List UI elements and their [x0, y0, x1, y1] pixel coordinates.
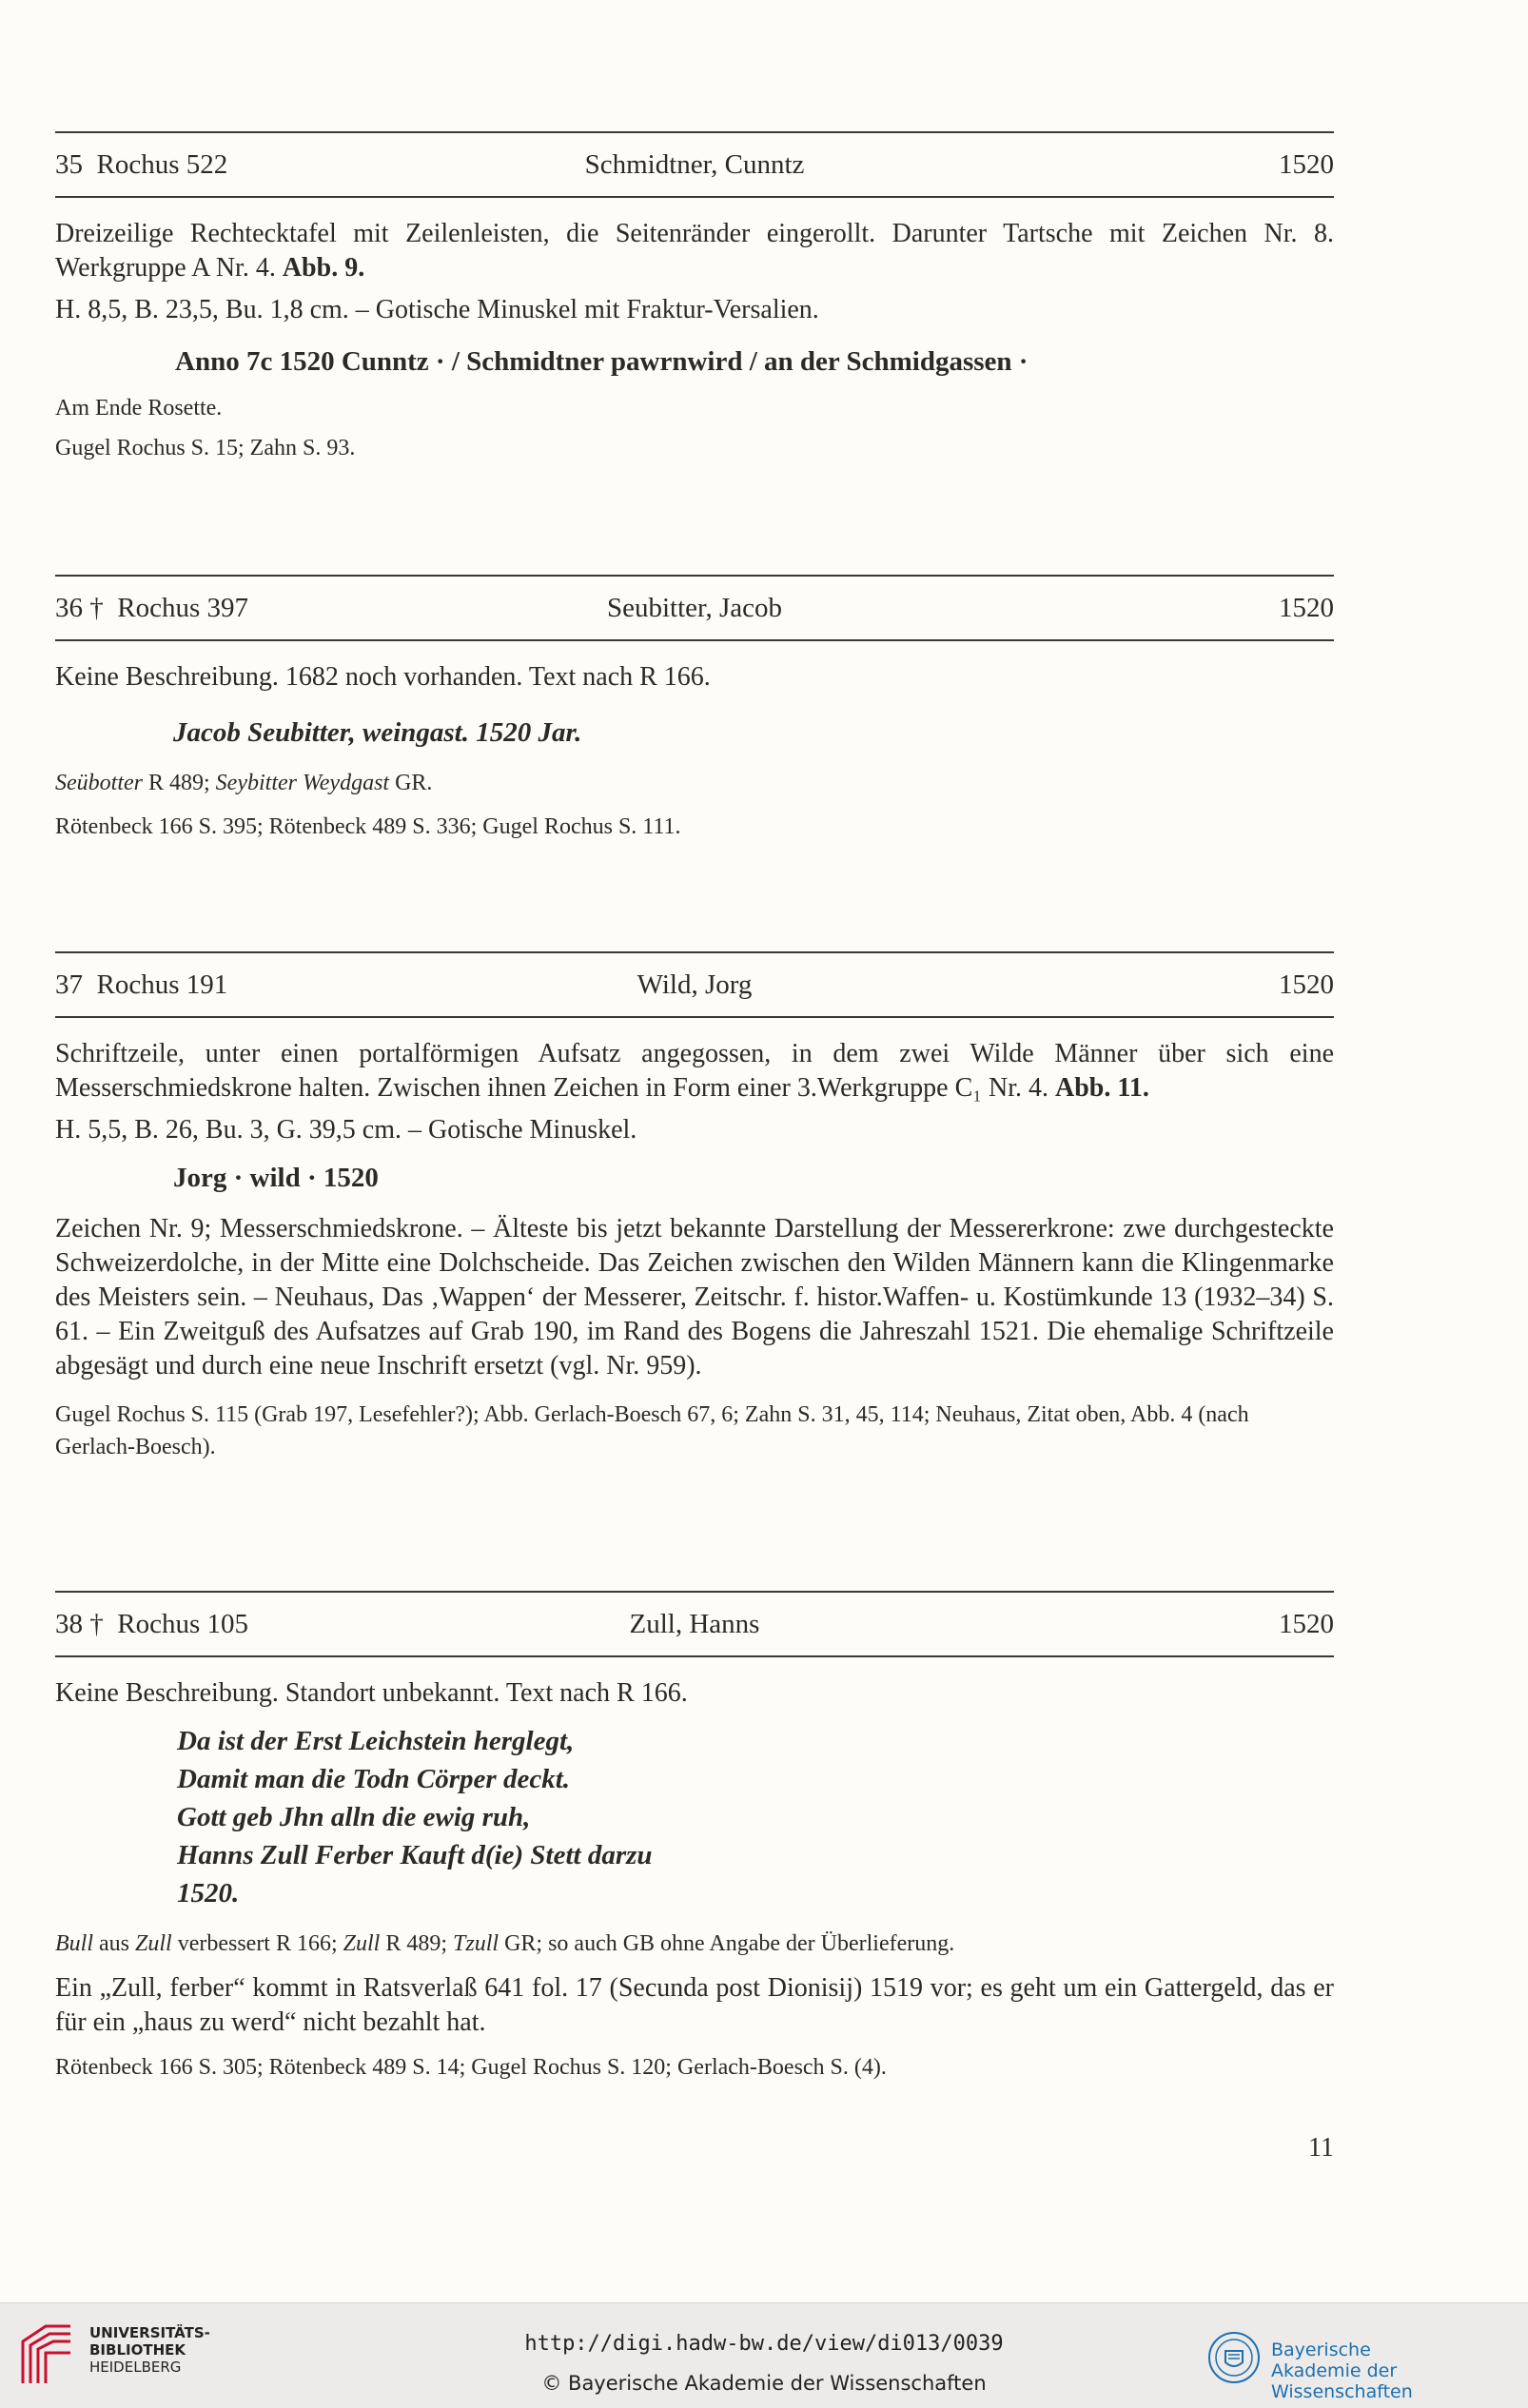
entry-note: Am Ende Rosette. [55, 396, 223, 421]
entry-35 [55, 131, 1334, 464]
entry-inscription: Jacob Seubitter, weingast. 1520 Jar. [173, 717, 582, 748]
verse-line: Da ist der Erst Leichstein herglegt, [177, 1726, 575, 1756]
entry-38 [55, 1591, 1334, 2084]
entry-description: Keine Beschreibung. Standort unbekannt. Text nach R 166. [55, 1678, 688, 1708]
document-page [55, 0, 1334, 2302]
academy-name[interactable]: Bayerische Akademie der Wissenschaften [1271, 2339, 1413, 2402]
entry-name: Wild, Jorg [637, 969, 753, 1000]
entry-description: Schriftzeile, unter einen portalförmigen Aufsatz angegossen, in dem zwei Wilde Männer über sich eine Messerschmiedskrone halten. Zwischen ihnen Zeichen in Form einer 3.Werkgruppe C₁ Nr. 4. Abb. 11. [55, 1039, 1334, 1103]
entry-year: 1520 [1279, 1609, 1334, 1639]
entry-literature: Rötenbeck 166 S. 305; Rötenbeck 489 S. 14; Gugel Rochus S. 120; Gerlach-Boesch S. (4). [55, 2055, 887, 2080]
entry-37 [55, 951, 1334, 1463]
footer-bar [0, 2302, 1528, 2408]
document-url-link[interactable]: http://digi.hadw-bw.de/view/di013/0039 [524, 2332, 1004, 2356]
entry-header [55, 577, 1334, 639]
entry-commentary: Zeichen Nr. 9; Messerschmiedskrone. – Älteste bis jetzt bekannte Darstellung der Messererkrone: zwe durchgesteckte Schweizerdolche, in der Mitte eine Dolchscheide. Das Zeichen zwischen den Wilden Männern kann die Klingenmarke des Meisters sein. – Neuhaus, Das ‚Wappen‘ der Messerer, Zeitschr. f. histor.Waffen- u. Kostümkunde 13 (1932–34) S. 61. – Ein Zweitguß des Aufsatzes auf Grab 190, im Rand des Bogens die Jahreszahl 1521. Die ehemalige Schriftzeile abgesägt und durch eine neue Inschrift ersetzt (vgl. Nr. 959). [55, 1214, 1334, 1380]
entry-literature: Gugel Rochus S. 115 (Grab 197, Lesefehler?); Abb. Gerlach-Boesch 67, 6; Zahn S. 31, 45, 114; Neuhaus, Zitat oben, Abb. 4 (nach Gerlach-Boesch). [55, 1402, 1249, 1459]
university-library-name[interactable]: UNIVERSITÄTS- BIBLIOTHEK HEIDELBERG [89, 2324, 210, 2376]
verse-line: Damit man die Todn Cörper deckt. [177, 1764, 570, 1794]
entry-description: Keine Beschreibung. 1682 noch vorhanden. Text nach R 166. [55, 662, 711, 692]
entry-name: Schmidtner, Cunntz [584, 149, 805, 180]
entry-year: 1520 [1279, 149, 1334, 180]
entry-year: 1520 [1279, 969, 1334, 1000]
entry-inscription: Jorg · wild · 1520 [173, 1163, 379, 1193]
entry-description: Dreizeilige Rechtecktafel mit Zeilenleisten, die Seitenränder eingerollt. Darunter Tartsche mit Zeichen Nr. 8. Werkgruppe A Nr. 4. Abb. 9. [55, 219, 1334, 283]
verse-line: Gott geb Jhn alln die ewig ruh, [177, 1802, 531, 1832]
entry-literature: Gugel Rochus S. 15; Zahn S. 93. [55, 436, 356, 460]
academy-seal-icon[interactable] [1206, 2330, 1262, 2385]
entry-name: Zull, Hanns [629, 1609, 760, 1639]
entry-variants: Bull aus Zull verbessert R 166; Zull R 489; Tzull GR; so auch GB ohne Angabe der Überlieferung. [55, 1931, 955, 1956]
entry-verse-inscription [55, 1722, 1334, 1912]
entry-inscription: Anno 7c 1520 Cunntz · / Schmidtner pawrnwird / an der Schmidgassen · [175, 346, 1028, 377]
verse-line: 1520. [177, 1878, 240, 1909]
entry-dimensions: H. 5,5, B. 26, Bu. 3, G. 39,5 cm. – Gotische Minuskel. [55, 1115, 637, 1145]
page-number: 11 [1308, 2133, 1334, 2163]
entry-variants: Seübotter R 489; Seybitter Weydgast GR. [55, 771, 433, 795]
entry-literature: Rötenbeck 166 S. 395; Rötenbeck 489 S. 336; Gugel Rochus S. 111. [55, 814, 681, 839]
entry-number-ref: 37 Rochus 191 [55, 969, 228, 1000]
entry-header [55, 133, 1334, 196]
entry-commentary: Ein „Zull, ferber“ kommt in Ratsverlaß 641 fol. 17 (Secunda post Dionisij) 1519 vor; es geht um ein Gattergeld, das er für ein „haus zu werd“ nicht bezahlt hat. [55, 1973, 1334, 2037]
verse-line: Hanns Zull Ferber Kauft d(ie) Stett darzu [177, 1840, 653, 1870]
entry-number-ref: 35 Rochus 522 [55, 149, 228, 180]
entry-header [55, 1593, 1334, 1655]
entry-36 [55, 575, 1334, 843]
entry-name: Seubitter, Jacob [606, 593, 783, 623]
entry-header [55, 953, 1334, 1016]
copyright-notice: © Bayerische Akademie der Wissenschaften [541, 2372, 987, 2395]
entry-dimensions: H. 8,5, B. 23,5, Bu. 1,8 cm. – Gotische Minuskel mit Fraktur-Versalien. [55, 295, 819, 324]
entry-number-ref: 38 † Rochus 105 [55, 1609, 248, 1639]
entry-number-ref: 36 † Rochus 397 [55, 593, 248, 623]
entry-year: 1520 [1279, 593, 1334, 623]
